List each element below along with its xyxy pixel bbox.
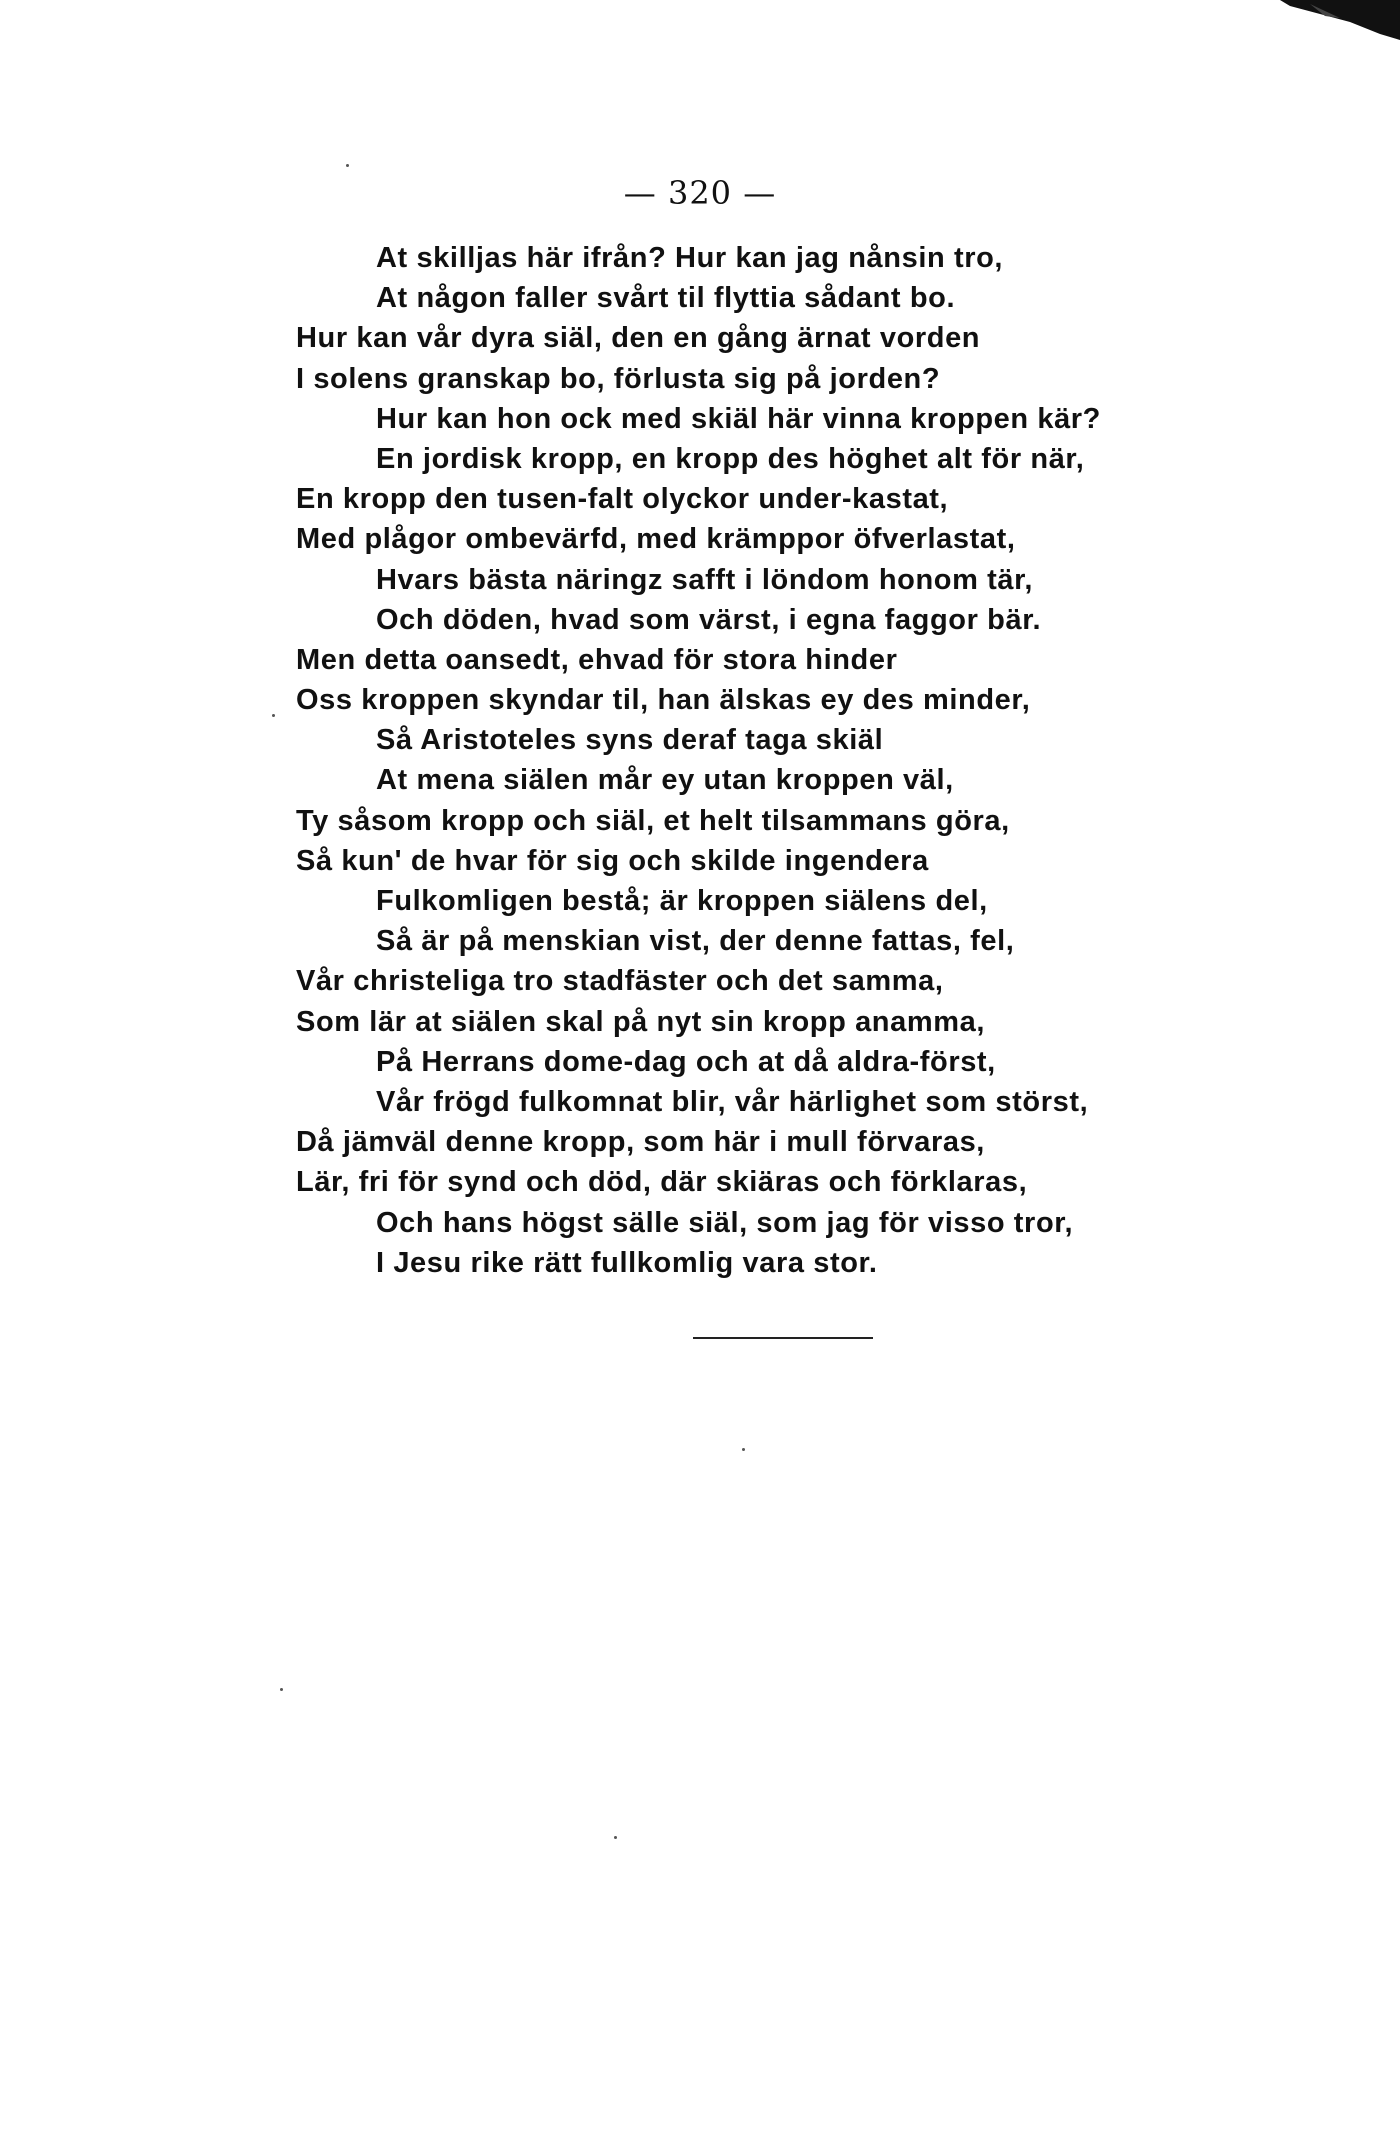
poem-line: At skilljas här ifrån? Hur kan jag nånsin tro, [376,242,1004,274]
poem-line: Hur kan vår dyra siäl, den en gång ärnat vorden [296,322,981,355]
poem-line: Ty såsom kropp och siäl, et helt tilsammans göra, [296,804,1010,837]
poem-line: Och hans högst sälle siäl, som jag för visso tror, [376,1206,1074,1239]
poem-line: Men detta oansedt, ehvad för stora hinder [296,643,898,676]
poem-line: Hvars bästa näringz safft i löndom honom tär, [376,563,1034,596]
print-speck [346,164,349,167]
print-speck [272,714,275,717]
poem-line: Som lär at siälen skal på nyt sin kropp anamma, [296,1005,985,1038]
poem-line: Och döden, hvad som värst, i egna faggor bär. [376,603,1042,636]
print-speck [742,1448,745,1451]
poem-line: Hur kan hon ock med skiäl här vinna kroppen kär? [376,402,1101,435]
print-speck [614,1836,617,1839]
poem-line: Med plågor ombevärfd, med krämppor öfverlastat, [296,523,1016,556]
poem-line: Vår christeliga tro stadfäster och det samma, [296,965,944,998]
poem-line: En kropp den tusen-falt olyckor under-kastat, [296,483,949,516]
poem-line: I Jesu rike rätt fullkomlig vara stor. [376,1246,878,1279]
poem-text [296,238,1296,1283]
poem-line: Då jämväl denne kropp, som här i mull förvaras, [296,1126,985,1159]
poem-line: Så är på menskian vist, der denne fattas, fel, [376,925,1015,958]
poem-line: Lär, fri för synd och död, där skiäras och förklaras, [296,1166,1028,1199]
poem-line: At någon faller svårt til flyttia sådant bo. [376,282,956,315]
poem-line: Fulkomligen bestå; är kroppen siälens del, [376,885,988,917]
print-speck [280,1688,283,1691]
poem-line: I solens granskap bo, förlusta sig på jorden? [296,362,941,395]
scan-edge-mark [1280,0,1400,40]
poem-line: Så Aristoteles syns deraf taga skiäl [376,724,884,757]
poem-line: En jordisk kropp, en kropp des höghet alt för när, [376,442,1085,475]
poem-line: Oss kroppen skyndar til, han älskas ey des minder, [296,684,1031,717]
poem-line: At mena siälen mår ey utan kroppen väl, [376,764,954,797]
page-number: — 320 — [623,174,777,212]
poem-line: På Herrans dome-dag och at då aldra-först, [376,1045,996,1078]
poem-line: Så kun' de hvar för sig och skilde ingendera [296,844,929,877]
poem-line: Vår frögd fulkomnat blir, vår härlighet som störst, [376,1085,1089,1118]
end-rule [693,1337,873,1339]
